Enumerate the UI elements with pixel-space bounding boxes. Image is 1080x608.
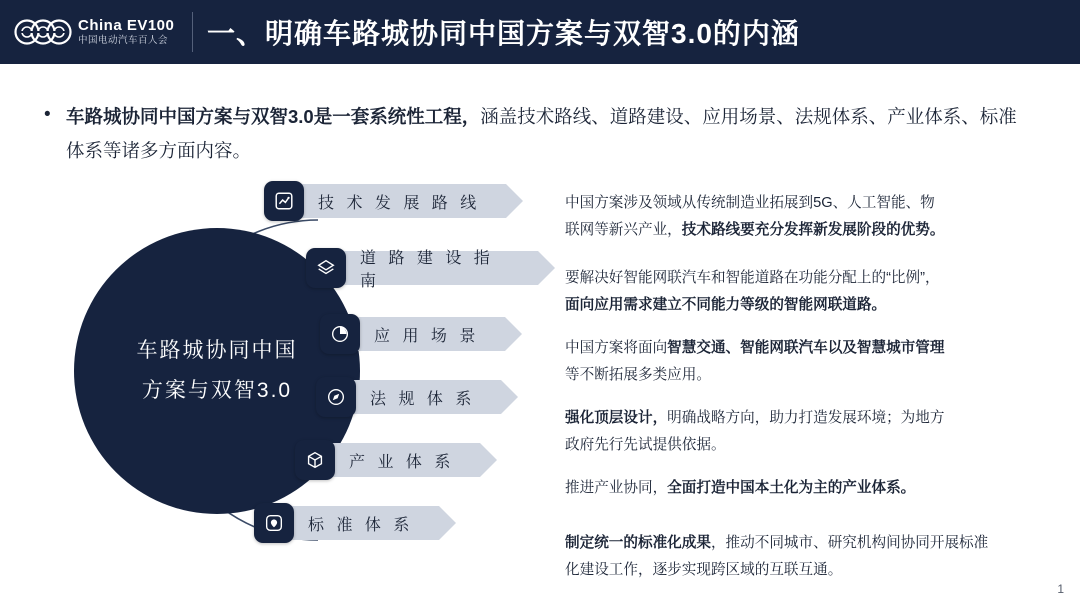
detail-item-4: [565, 405, 1015, 459]
intro-bullet-rest: 涵盖技术路线、道路建设、应用场景、法规体系、产业体系、标准体系等诸多方面内容。: [66, 106, 1017, 161]
center-line-2: 方案与双智3.0: [141, 379, 293, 402]
send-icon: [316, 377, 356, 417]
detail-item-1: [565, 190, 1015, 244]
slide-title: 一、明确车路城协同中国方案与双智3.0的内涵: [207, 18, 800, 49]
pie-chart-icon: [320, 314, 360, 354]
diagram-node-3-label: 应 用 场 景: [348, 317, 505, 351]
detail-2-line2-bold: 面向应用需求建立不同能力等级的智能网联道路。: [565, 297, 887, 313]
diagram-node-4-label: 法 规 体 系: [344, 380, 501, 414]
detail-item-6: [565, 530, 1015, 584]
detail-6-line1-plain: ，推动不同城市、研究机构间协同开展标准: [710, 535, 989, 551]
brand-logo: [14, 12, 190, 52]
detail-1-line2-plain: 联网等新兴产业，: [565, 222, 682, 238]
detail-4-line1-bold: 强化顶层设计，: [565, 410, 668, 426]
detail-5-line1-bold: 全面打造中国本土化为主的产业体系。: [667, 480, 916, 496]
center-line-1: 车路城协同中国: [136, 339, 298, 362]
intro-bullet-text: [66, 100, 1034, 168]
chart-line-icon: [264, 181, 304, 221]
diagram-node-5-label: 产 业 体 系: [323, 443, 480, 477]
slide-header: [0, 0, 1080, 64]
diagram-node-4[interactable]: [316, 376, 501, 418]
layers-icon: [306, 248, 346, 288]
detail-item-5: [565, 475, 1015, 502]
page-number: 1: [1057, 582, 1064, 596]
intro-bullet: [44, 100, 1034, 168]
diagram-node-6-label: 标 准 体 系: [282, 506, 439, 540]
brand-name-cn: 中国电动汽车百人会: [78, 35, 169, 47]
detail-1-line2-bold: 技术路线要充分发挥新发展阶段的优势。: [681, 222, 945, 238]
diagram-node-3[interactable]: [320, 313, 505, 355]
diagram-center-text: [137, 331, 298, 411]
diagram-node-2-label: 道 路 建 设 指 南: [334, 251, 538, 285]
brand-name-en: China EV100: [78, 16, 175, 34]
diagram-node-6[interactable]: [254, 502, 439, 544]
detail-3-line2: 等不断拓展多类应用。: [565, 367, 711, 383]
100-circles-logo-icon: [14, 12, 72, 52]
detail-3-line1-plain: 中国方案将面向: [565, 340, 668, 356]
bullet-marker: •: [44, 104, 51, 125]
detail-5-line1-plain: 推进产业协同，: [565, 480, 668, 496]
brand-logo-text: [78, 17, 174, 47]
header-divider: [192, 12, 193, 52]
diagram-node-1[interactable]: [264, 180, 506, 222]
framework-diagram: [68, 180, 538, 580]
intro-bullet-lead: 车路城协同中国方案与双智3.0是一套系统性工程，: [66, 106, 481, 127]
cube-icon: [295, 440, 335, 480]
detail-4-line2: 政府先行先试提供依据。: [565, 437, 726, 453]
diagram-node-5[interactable]: [295, 439, 480, 481]
detail-4-line1-plain: 明确战略方向，助力打造发展环境；为地方: [667, 410, 945, 426]
detail-3-line1-bold: 智慧交通、智能网联汽车以及智慧城市管理: [667, 340, 945, 356]
detail-1-line1: 中国方案涉及领域从传统制造业拓展到5G、人工智能、物: [565, 195, 935, 211]
diagram-node-2[interactable]: [306, 247, 538, 289]
detail-item-3: [565, 335, 1015, 389]
detail-6-line1-bold: 制定统一的标准化成果: [565, 535, 711, 551]
location-pin-icon: [254, 503, 294, 543]
diagram-node-1-label: 技 术 发 展 路 线: [292, 184, 506, 218]
detail-2-line1: 要解决好智能网联汽车和智能道路在功能分配上的“比例”，: [565, 270, 940, 286]
detail-6-line2: 化建设工作，逐步实现跨区域的互联互通。: [565, 562, 843, 578]
detail-item-2: [565, 265, 1015, 319]
